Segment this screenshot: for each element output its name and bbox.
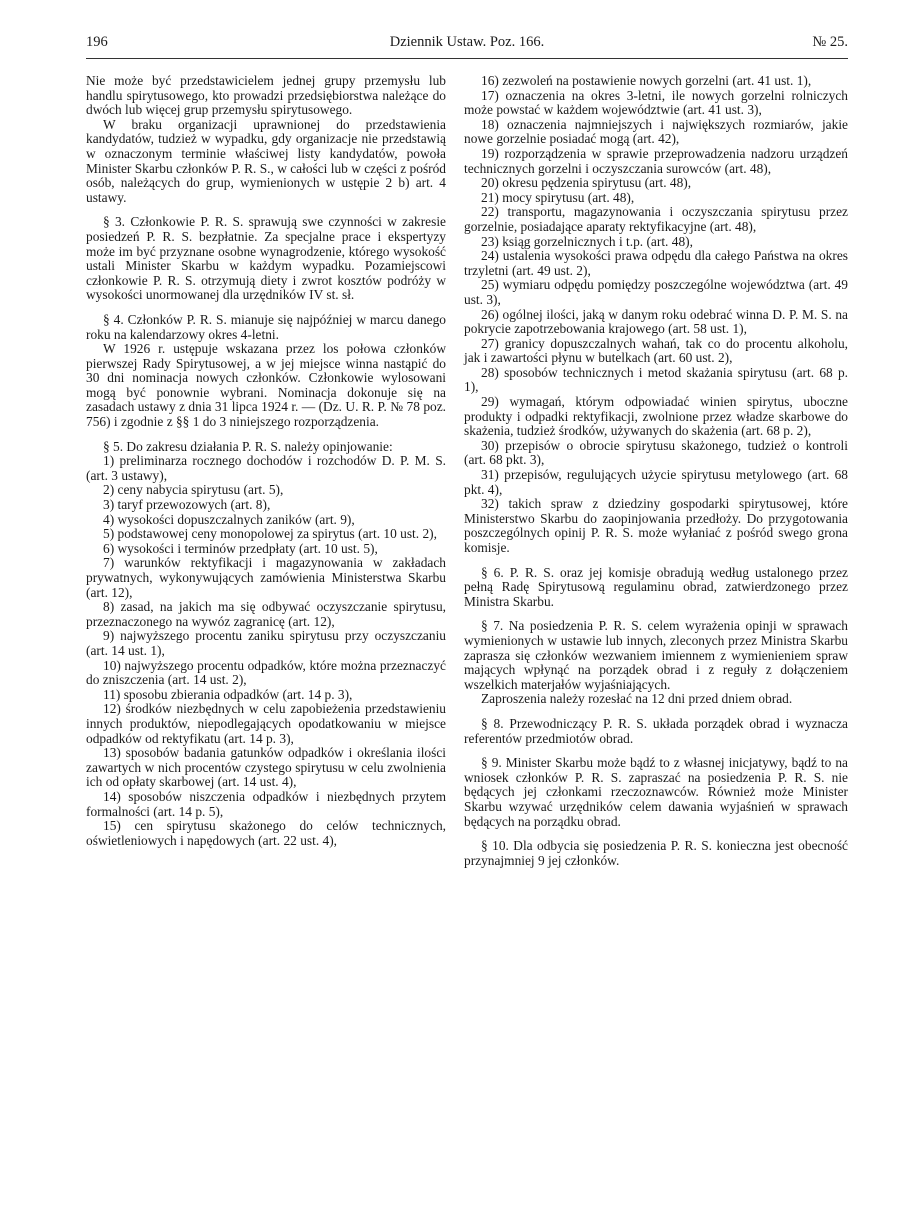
left-paragraph: 7) warunków rektyfikacji i magazynowania w zakładach prywatnych, wykonywujących zamówienia Ministerstwa Skarbu (art. 12),	[86, 555, 446, 600]
right-paragraph: § 7. Na posiedzenia P. R. S. celem wyrażenia opinji w sprawach wymienionych w ustawie lub innych, zleconych przez Ministra Skarbu zaprasza się członków wezwaniem imiennem z wymienieniem spraw mających wpłynąć na porządek obrad i z reguły z dołączeniem wszelkich materjałów wyjaśniających.	[464, 618, 848, 692]
left-paragraph: 14) sposobów niszczenia odpadków i niezbędnych przytem formalności (art. 14 p. 5),	[86, 788, 446, 819]
left-paragraph: § 5. Do zakresu działania P. R. S. należy opinjowanie:	[103, 438, 393, 454]
left-paragraph: 11) sposobu zbierania odpadków (art. 14 p. 3),	[103, 686, 353, 702]
right-paragraph: 22) transportu, magazynowania i oczyszczania spirytusu przez gorzelnie, posiadające aparaty rektyfikacyjne (art. 48),	[464, 204, 848, 234]
right-paragraph: 25) wymiaru odpędu pomiędzy poszczególne województwa (art. 49 ust. 3),	[464, 277, 848, 307]
left-paragraph: 5) podstawowej ceny monopolowej za spirytus (art. 10 ust. 2),	[103, 526, 437, 542]
left-paragraph: 4) wysokości dopuszczalnych zaników (art. 9),	[103, 511, 355, 527]
left-paragraph: § 3. Członkowie P. R. S. sprawują swe czynności w zakresie posiedzeń P. R. S. bezpłatnie. Za specjalne prace i ekspertyzy może im być przyznane osobne wynagrodzenie, którego wysokość ustali Minister Skarbu w każdym wypadku. Pozamiejscowi członkowie P. R. S. otrzymują diety i zwrot kosztów podróży w wysokości unormowanej dla urzędników IV st. sł.	[86, 214, 446, 303]
right-paragraph: § 6. P. R. S. oraz jej komisje obradują według ustalonego przez pełną Radę Spirytusową regulaminu obrad, zatwierdzonego przez Ministra Skarbu.	[464, 564, 848, 609]
issue-number: № 25.	[812, 34, 848, 50]
left-paragraph: 6) wysokości i terminów przedpłaty (art. 10 ust. 5),	[103, 540, 378, 556]
right-paragraph: 21) mocy spirytusu (art. 48),	[481, 189, 635, 205]
journal-title: Dziennik Ustaw. Poz. 166.	[389, 34, 545, 50]
right-paragraph: 24) ustalenia wysokości prawa odpędu dla całego Państwa na okres trzyletni (art. 49 ust. 2),	[464, 248, 848, 278]
right-paragraph: § 10. Dla odbycia się posiedzenia P. R. S. konieczna jest obecność przynajmniej 9 jej członków.	[464, 838, 848, 868]
right-paragraph: 17) oznaczenia na okres 3-letni, ile nowych gorzelni rolniczych może powstać w każdem województwie (art. 41 ust. 3),	[464, 87, 848, 118]
left-column	[86, 74, 446, 848]
left-paragraph: 13) sposobów badania gatunków odpadków i określania ilości zawartych w nich procentów czystego spirytusu w celu zwolnienia ich od opłaty skarbowej (art. 14 ust. 4),	[86, 745, 446, 790]
right-paragraph: § 9. Minister Skarbu może bądź to z własnej inicjatywy, bądź to na wniosek członków P. R. S. zapraszać na posiedzenia P. R. S. nie będących jej członkami rzeczoznawców. Również może Minister Skarbu wzywać urzędników celem dawania wyjaśnień w sprawach będących na porządku obrad.	[464, 755, 848, 829]
right-paragraph: 18) oznaczenia najmniejszych i największych rozmiarów, jakie nowe gorzelnie posiadać mogą (art. 42),	[464, 116, 848, 147]
right-paragraph: 19) rozporządzenia w sprawie przeprowadzenia nadzoru urządzeń technicznych gorzelni i oczyszczania surowców (art. 48),	[464, 145, 848, 176]
right-paragraph: Zaproszenia należy rozesłać na 12 dni przed dniem obrad.	[481, 691, 793, 707]
left-paragraph: 1) preliminarza rocznego dochodów i rozchodów D. P. M. S. (art. 3 ustawy),	[86, 453, 446, 483]
left-paragraph: 15) cen spirytusu skażonego do celów technicznych, oświetleniowych i napędowych (art. 22 ust. 4),	[86, 818, 446, 848]
left-paragraph: 3) taryf przewozowych (art. 8),	[103, 497, 271, 513]
right-paragraph: 20) okresu pędzenia spirytusu (art. 48),	[481, 175, 692, 191]
right-paragraph: 28) sposobów technicznych i metod skażania spirytusu (art. 68 p. 1),	[464, 364, 848, 395]
right-paragraph: 30) przepisów o obrocie spirytusu skażonego, tudzież o kontroli (art. 68 pkt. 3),	[464, 437, 848, 468]
right-paragraph: § 8. Przewodniczący P. R. S. układa porządek obrad i wyznacza referentów przedmiotów obrad.	[464, 715, 848, 746]
left-paragraph: 2) ceny nabycia spirytusu (art. 5),	[103, 482, 284, 498]
left-paragraph: 9) najwyższego procentu zaniku spirytusu przy oczyszczaniu (art. 14 ust. 1),	[86, 628, 446, 658]
left-paragraph: W braku organizacji uprawnionej do przedstawienia kandydatów, tudzież w wypadku, gdy organizacje nie przedstawią w oznaczonym terminie właściwej listy kandydatów, powoła Minister Skarbu członków P. R. S., w całości lub w części z pośród osób, należących do grup, wymienionych w ustępie 2 b) art. 4 ustawy.	[86, 116, 447, 205]
right-paragraph: 31) przepisów, regulujących użycie spirytusu metylowego (art. 68 pkt. 4),	[464, 467, 848, 497]
page-header	[86, 30, 848, 54]
left-paragraph: W 1926 r. ustępuje wskazana przez los połowa członków pierwszej Rady Spirytusowej, a w jej miejsce winna nastąpić do 30 dni nominacja nowych członków. Członkowie wylosowani mogą być ponownie wybrani. Nominacja dokonuje się na zasadach ustawy z dnia 31 lipca 1924 r. — (Dz. U. R. P. № 78 poz. 756) i zgodnie z §§ 1 do 3 niniejszego rozporządzenia.	[86, 341, 446, 430]
right-paragraph: 26) ogólnej ilości, jaką w danym roku odebrać winna D. P. M. S. na pokrycie zapotrzebowania krajowego (art. 58 ust. 1),	[464, 306, 848, 337]
right-paragraph: 27) granicy dopuszczalnych wahań, tak co do procentu alkoholu, jak i zawartości płynu w butelkach (art. 60 ust. 2),	[464, 335, 848, 366]
right-paragraph: 32) takich spraw z dziedziny gospodarki spirytusowej, które Ministerstwo Skarbu do zaopinjowania przedłoży. Do przygotowania poszczególnych opinij P. R. S. może wyłaniać z pośród swego grona komisje.	[464, 496, 848, 555]
right-paragraph: 23) ksiąg gorzelnicznych i t.p. (art. 48),	[481, 233, 693, 249]
page-number: 196	[86, 34, 108, 50]
right-column	[464, 74, 848, 868]
left-paragraph: 12) środków niezbędnych w celu zapobieżenia przedstawieniu innych produktów, niepodlegających opodatkowaniu w miejsce odpadków od rektyfikatu (art. 14 p. 3),	[86, 701, 446, 746]
right-paragraph: 29) wymagań, którym odpowiadać winien spirytus, uboczne produkty i odpadki rektyfikacji, zwolnione przez władze skarbowe do skażenia, tudzież środków, używanych do skażenia (art. 68 p. 2),	[464, 394, 848, 439]
left-paragraph: 8) zasad, na jakich ma się odbywać oczyszczanie spirytusu, przeznaczonego na wywóz zagranicę (art. 12),	[86, 599, 446, 629]
left-paragraph: § 4. Członków P. R. S. mianuje się najpóźniej w marcu danego roku na kalendarzowy okres 4-letni.	[86, 311, 446, 342]
header-rule	[86, 58, 848, 59]
right-paragraph: 16) zezwoleń na postawienie nowych gorzelni (art. 41 ust. 1),	[481, 73, 812, 88]
left-paragraph: 10) najwyższego procentu odpadków, które można przeznaczyć do zniszczenia (art. 14 ust. 2),	[86, 657, 446, 688]
left-paragraph: Nie może być przedstawicielem jednej grupy przemysłu lub handlu spirytusowego, kto prowadzi przedsiębiorstwa należące do dwóch lub więcej grup przemysłu spirytusowego.	[86, 73, 446, 118]
